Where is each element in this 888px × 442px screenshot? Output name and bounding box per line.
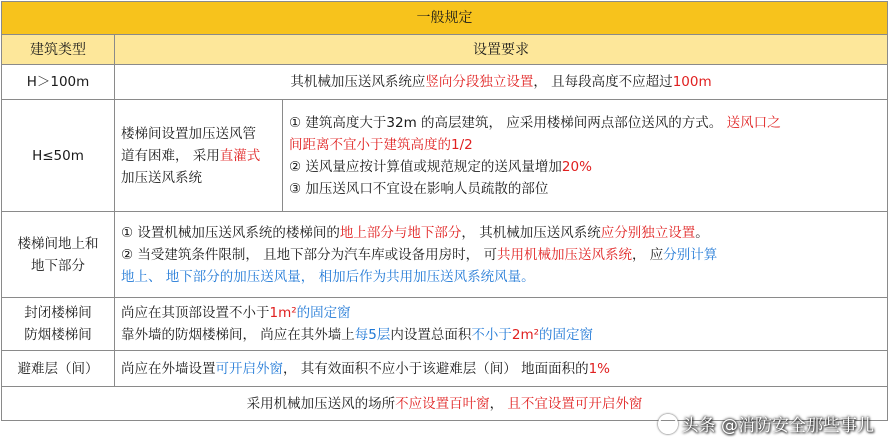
text-segment: 共用机械加压送风系统 <box>496 246 632 263</box>
text-segment: 采用机械加压送风的场所 <box>246 395 396 412</box>
text-line <box>289 156 881 178</box>
row-type-h50: H≤50m <box>2 100 115 212</box>
table-row <box>2 100 888 212</box>
watermark <box>652 411 874 436</box>
row-requirement-enclosed-stair <box>115 298 888 351</box>
text-segment: 尚应在外墙设置 <box>121 360 216 377</box>
text-segment: ② 当受建筑条件限制， 且地下部分为汽车库或设备用房时， 可 <box>121 246 497 263</box>
text-segment: 的固定窗 <box>539 327 594 343</box>
table-row <box>2 351 888 387</box>
regulation-table <box>1 1 888 421</box>
table-row <box>2 298 888 351</box>
text-segment: ① 设置机械加压送风系统的楼梯间的 <box>121 224 340 241</box>
text-segment: 1m² <box>269 305 297 321</box>
text-segment: 应分别独立设置 <box>600 224 696 241</box>
text-segment: ③ 加压送风口不宜设在影响人员疏散的部位 <box>289 180 549 197</box>
table-row <box>2 65 888 100</box>
text-segment: 20% <box>561 158 592 175</box>
header-row <box>2 35 888 65</box>
row-type-h100: H＞100m <box>2 65 115 100</box>
text-segment: 间距离不宜小于建筑高度的1/2 <box>289 136 473 153</box>
row-h50-requirements <box>283 100 888 212</box>
text-line <box>121 266 881 288</box>
text-segment: 的固定窗 <box>296 305 351 321</box>
text-line <box>121 302 881 324</box>
text-segment: ① 建筑高度大于32m 的高层建筑， 应采用楼梯间两点部位送风的方式。 <box>289 114 727 131</box>
text-line <box>121 324 881 346</box>
text-segment: ， 其有效面积不应小于该避难层（间） 地面面积的 <box>283 360 589 377</box>
table-title: 一般规定 <box>2 2 888 35</box>
text-segment: 直灌式 <box>219 147 261 164</box>
row-type-refuge: 避难层（间） <box>2 351 115 387</box>
text-segment: 靠外墙的防烟楼梯间， 尚应在其外墙上 <box>121 327 355 343</box>
header-building-type: 建筑类型 <box>2 35 115 65</box>
text-line <box>121 244 881 266</box>
text-segment: 不应设置百叶窗 <box>395 395 490 412</box>
text-segment: ， 其机械加压送风系统 <box>461 224 601 241</box>
text-segment: 加压送风系统 <box>121 169 202 186</box>
text-segment: 其机械加压送风系统应 <box>290 74 426 90</box>
text-line <box>289 112 881 134</box>
table-row <box>2 212 888 298</box>
text-line <box>121 222 881 244</box>
text-segment: 地上部分与地下部分 <box>339 224 462 241</box>
text-segment: ， <box>489 395 508 412</box>
text-segment: ， 且每段高度不应超过 <box>533 74 673 90</box>
text-line <box>121 145 276 167</box>
text-segment: 1% <box>588 360 611 377</box>
text-segment: 不小于 <box>471 327 512 343</box>
text-line <box>121 167 276 189</box>
text-segment: 分别计算 <box>663 246 718 263</box>
text-line <box>121 123 276 145</box>
text-segment: 可开启外窗 <box>215 360 283 377</box>
row-requirement-refuge <box>115 351 888 387</box>
text-segment: ② 送风量应按计算值或规范规定的送风量增加 <box>289 158 562 175</box>
text-segment: 内设置总面积 <box>390 327 472 343</box>
text-line <box>289 178 881 200</box>
text-line <box>289 134 881 156</box>
row-requirement-underground <box>115 212 888 298</box>
text-segment: 竖向分段独立设置 <box>425 74 534 90</box>
text-segment: 100m <box>672 74 712 90</box>
row-type-underground: 楼梯间地上和 地下部分 <box>2 212 115 298</box>
text-segment: ， 应 <box>631 246 664 263</box>
row-requirement-h100 <box>115 65 888 100</box>
text-segment: 。 <box>695 224 709 241</box>
text-segment: 道有困难， 采用 <box>121 147 220 164</box>
header-requirement: 设置要求 <box>115 35 888 65</box>
text-segment: 且不宜设置可开启外窗 <box>507 395 643 412</box>
text-segment: 尚应在其顶部设置不小于 <box>121 305 270 321</box>
text-segment: 送风口之 <box>726 114 781 131</box>
text-segment: 地上、 地下部分的加压送风量， 相加后作为共用加压送风系统风量。 <box>121 268 535 285</box>
row-h50-method <box>115 100 283 212</box>
text-segment: 2m² <box>511 327 540 343</box>
watermark-logo-icon <box>658 414 678 434</box>
row-type-enclosed-stair: 封闭楼梯间 防烟楼梯间 <box>2 298 115 351</box>
watermark-text: 头条 @消防安全那些事儿 <box>681 416 874 436</box>
text-segment: 每5层 <box>354 327 391 343</box>
title-row <box>2 2 888 35</box>
text-segment: 楼梯间设置加压送风管 <box>121 125 256 142</box>
